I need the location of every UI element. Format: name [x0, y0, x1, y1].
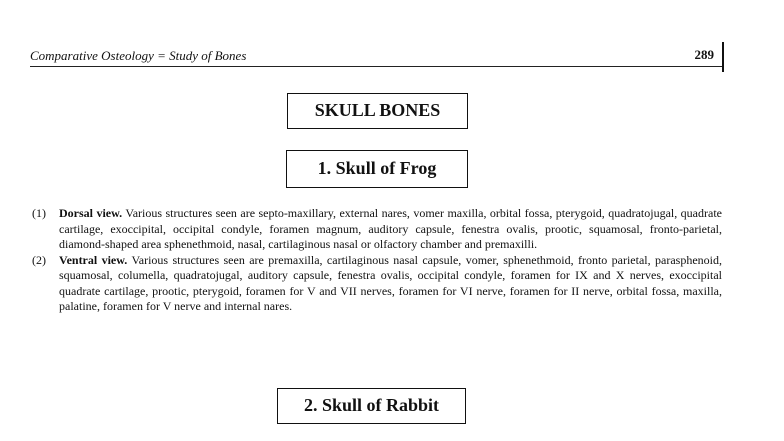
- item-body: [59, 253, 722, 315]
- section-title-skull-bones: SKULL BONES: [287, 93, 468, 129]
- item-term: Dorsal view.: [59, 206, 123, 220]
- item-list: [32, 206, 722, 315]
- item-body: [59, 206, 722, 253]
- item-text: Various structures seen are premaxilla, cartilaginous nasal capsule, vomer, sphenethmoid, fronto parietal, parasphenoid, squamosal, columella, quadratojugal, auditory capsule, fenestra ovalis, occipital condyle, foramen for IX and X nerves, exoccipital quadrate cartilage, prootic, pterygoid, foramen for V and VII nerves, foramen for VI nerve, foramen for II nerve, orbital fossa, maxilla, palatine, foramen for V nerve and internal nares.: [59, 252, 722, 313]
- subsection-title-frog: 1. Skull of Frog: [286, 150, 468, 188]
- item-number: (1): [32, 206, 46, 220]
- list-item-ventral-view: [32, 253, 722, 315]
- item-number: (2): [32, 252, 46, 267]
- subsection-title-rabbit: 2. Skull of Rabbit: [277, 388, 466, 424]
- header-vertical-rule: [722, 42, 724, 72]
- page-number: 289: [694, 47, 714, 62]
- running-title: Comparative Osteology = Study of Bones: [30, 48, 247, 63]
- list-item-dorsal-view: [32, 206, 722, 253]
- item-text: Various structures seen are septo-maxillary, external nares, vomer maxilla, orbital fossa, pterygoid, quadratojugal, quadrate cartilage, exoccipital, occipital condyle, foramen magnum, auditory capsule, fenestra ovalis, prootic, squamosal, fronto-parietal, diamond-shaped area sphenethmoid, nasal, cartilaginous nasal or olfactory chamber and premaxilli.: [59, 206, 722, 251]
- item-term: Ventral view.: [59, 252, 128, 267]
- page-header: [30, 46, 724, 67]
